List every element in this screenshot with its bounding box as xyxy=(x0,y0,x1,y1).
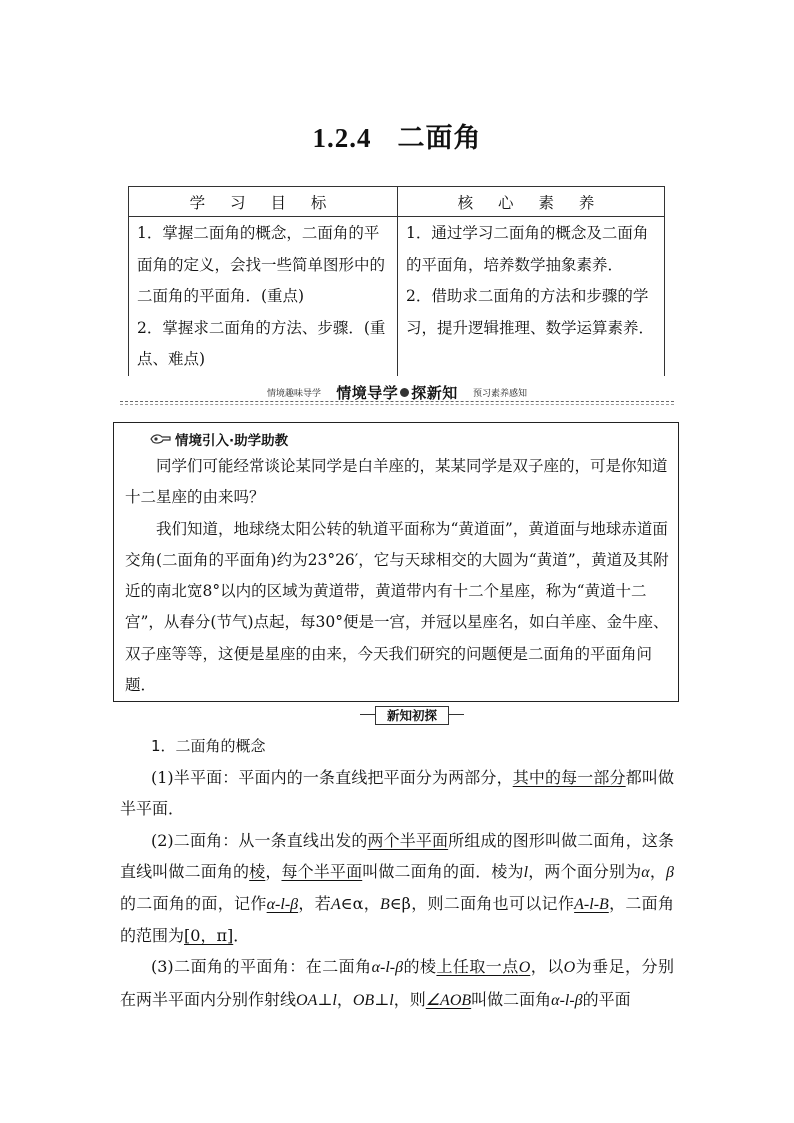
banner-title-right: 探新知 xyxy=(411,384,458,402)
hand-pointer-icon xyxy=(150,433,172,449)
core-literacy-2: 2．借助求二面角的方法和步骤的学习，提升逻辑推理、数学运算素养． xyxy=(406,287,655,337)
section-banner xyxy=(120,382,674,408)
concept-heading: 1．二面角的概念 xyxy=(151,737,266,755)
intro-paragraph: 我们知道，地球绕太阳公转的轨道平面称为“黄道面”，黄道面与地球赤道面交角(二面角的平面角)约为23°26′，它与天球相交的大圆为“黄道”，黄道及其附近的南北宽8°以内的区域为黄道带，黄道带内有十二个星座，称为“黄道十二宫”，从春分(节气)点起，每30°便是一宫，并冠以星座名，如白羊座、金牛座、双子座等等，这便是星座的由来，今天我们研究的问题便是二面角的平面角问题． xyxy=(125,519,669,695)
goals-table xyxy=(128,186,665,376)
banner-title-left: 情境导学 xyxy=(336,384,399,402)
main-content xyxy=(120,731,674,1016)
intro-heading: 情境引入·助学助教 xyxy=(150,429,288,449)
intro-text xyxy=(125,451,673,701)
new-knowledge-tag: 新知初探 xyxy=(360,706,464,724)
learning-goal-2: 2．掌握求二面角的方法、步骤．(重点、难点) xyxy=(137,318,386,368)
banner-dot-icon xyxy=(400,388,409,397)
learning-goals-cell xyxy=(129,217,398,376)
section-number: 1.2.4 xyxy=(312,123,372,153)
half-plane-paragraph: (1)半平面：平面内的一条直线把平面分为两部分，其中的每一部分都叫做半平面． xyxy=(120,768,674,819)
banner-right-caption: 预习素养感知 xyxy=(473,389,528,399)
header-learning-goals: 学 习 目 标 xyxy=(129,187,398,217)
dihedral-angle-paragraph: (2)二面角：从一条直线出发的两个半平面所组成的图形叫做二面角，这条直线叫做二面角的棱，每个半平面叫做二面角的面．棱为l，两个面分别为α，β的二面角的面，记作α-l-β，若A∈α，B∈β，则二面角也可以记作A-l-B，二面角的范围为[0，π]． xyxy=(120,830,674,946)
header-core-literacy: 核 心 素 养 xyxy=(398,187,665,217)
core-literacy-cell xyxy=(398,217,665,376)
core-literacy-1: 1．通过学习二面角的概念及二面角的平面角，培养数学抽象素养． xyxy=(406,224,649,274)
section-title: 二面角 xyxy=(397,123,482,154)
page-title xyxy=(0,116,794,155)
intro-box xyxy=(113,422,679,702)
banner-left-caption: 情境趣味导学 xyxy=(266,389,321,399)
plane-angle-paragraph: (3)二面角的平面角：在二面角α-l-β的棱上任取一点O，以O为垂足，分别在两半平面内分别作射线OA⊥l，OB⊥l，则∠AOB叫做二面角α-l-β的平面 xyxy=(120,957,674,1009)
learning-goal-1: 1．掌握二面角的概念，二面角的平面角的定义，会找一些简单图形中的二面角的平面角．(重点) xyxy=(137,224,386,305)
intro-paragraph: 同学们可能经常谈论某同学是白羊座的，某某同学是双子座的，可是你知道十二星座的由来吗？ xyxy=(125,457,668,507)
